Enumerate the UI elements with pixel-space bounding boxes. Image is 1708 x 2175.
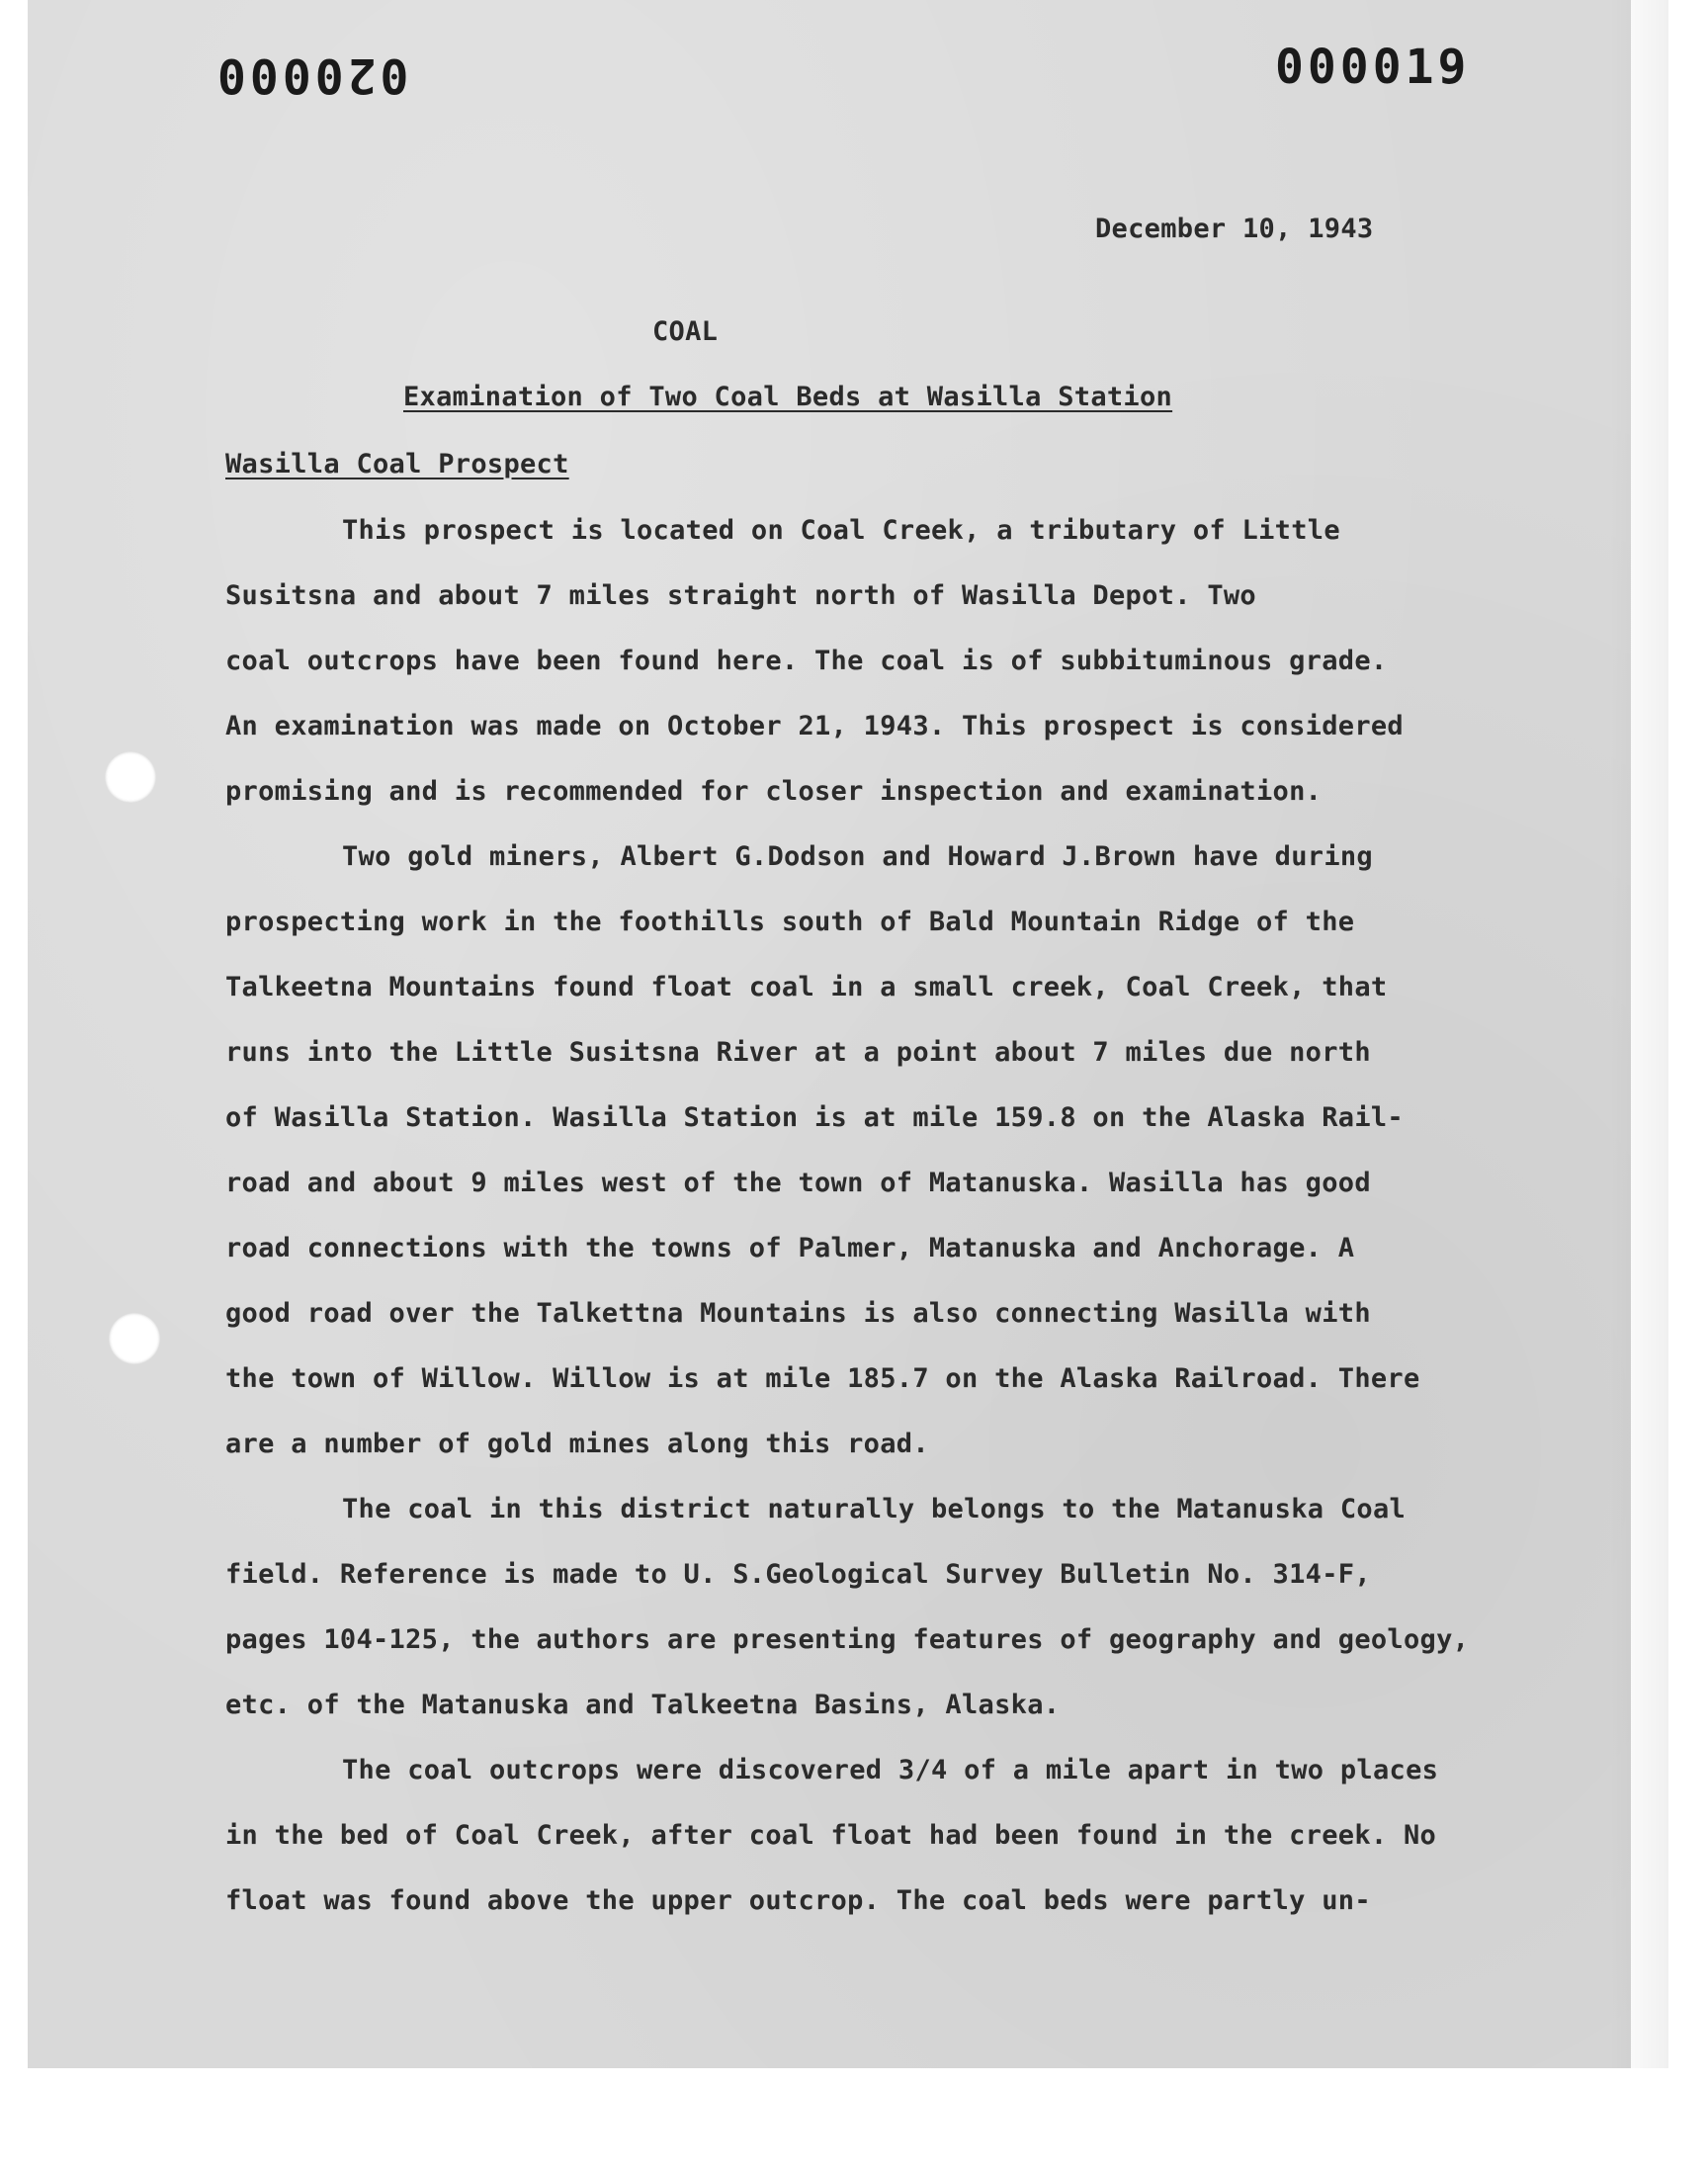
- body-line: An examination was made on October 21, 1943. This prospect is considered: [225, 711, 1404, 741]
- body-line: good road over the Talkettna Mountains is also connecting Wasilla with: [225, 1298, 1371, 1329]
- body-line: of Wasilla Station. Wasilla Station is at mile 159.8 on the Alaska Rail-: [225, 1102, 1404, 1133]
- stamp-number-left: 020000: [214, 47, 409, 103]
- body-line: are a number of gold mines along this road.: [225, 1429, 929, 1459]
- body-line: runs into the Little Susitsna River at a point about 7 miles due north: [225, 1037, 1371, 1068]
- punch-hole-bottom: [109, 1313, 160, 1364]
- body-line: Susitsna and about 7 miles straight north of Wasilla Depot. Two: [225, 580, 1256, 611]
- body-line: field. Reference is made to U. S.Geological Survey Bulletin No. 314-F,: [225, 1559, 1371, 1590]
- body-line: Two gold miners, Albert G.Dodson and Howard J.Brown have during: [342, 841, 1373, 872]
- body-line: Talkeetna Mountains found float coal in a small creek, Coal Creek, that: [225, 972, 1388, 1002]
- body-line: etc. of the Matanuska and Talkeetna Basins, Alaska.: [225, 1690, 1061, 1720]
- stamp-number-right: 000019: [1275, 40, 1471, 95]
- body-line: The coal outcrops were discovered 3/4 of a mile apart in two places: [342, 1755, 1439, 1785]
- body-line: the town of Willow. Willow is at mile 185.7 on the Alaska Railroad. There: [225, 1363, 1420, 1394]
- document-heading: COAL: [652, 316, 719, 347]
- body-line: road connections with the towns of Palmer, Matanuska and Anchorage. A: [225, 1233, 1355, 1263]
- page-edge-shadow: [1609, 0, 1668, 2068]
- document-date: December 10, 1943: [1095, 214, 1374, 244]
- body-line: in the bed of Coal Creek, after coal float had been found in the creek. No: [225, 1820, 1437, 1851]
- body-line: This prospect is located on Coal Creek, a tributary of Little: [342, 515, 1340, 546]
- body-line: coal outcrops have been found here. The coal is of subbituminous grade.: [225, 646, 1388, 676]
- body-line: pages 104-125, the authors are presenting features of geography and geology,: [225, 1624, 1470, 1655]
- body-text: [225, 498, 1510, 1934]
- section-subheading: Wasilla Coal Prospect: [225, 449, 569, 479]
- document-title: Examination of Two Coal Beds at Wasilla Station: [403, 382, 1173, 412]
- body-line: road and about 9 miles west of the town of Matanuska. Wasilla has good: [225, 1168, 1371, 1198]
- body-line: prospecting work in the foothills south of Bald Mountain Ridge of the: [225, 907, 1355, 937]
- punch-hole-top: [105, 751, 156, 803]
- body-line: promising and is recommended for closer inspection and examination.: [225, 776, 1323, 807]
- document-page: [28, 0, 1631, 2068]
- body-line: The coal in this district naturally belongs to the Matanuska Coal: [342, 1494, 1407, 1524]
- body-line: float was found above the upper outcrop. The coal beds were partly un-: [225, 1885, 1371, 1916]
